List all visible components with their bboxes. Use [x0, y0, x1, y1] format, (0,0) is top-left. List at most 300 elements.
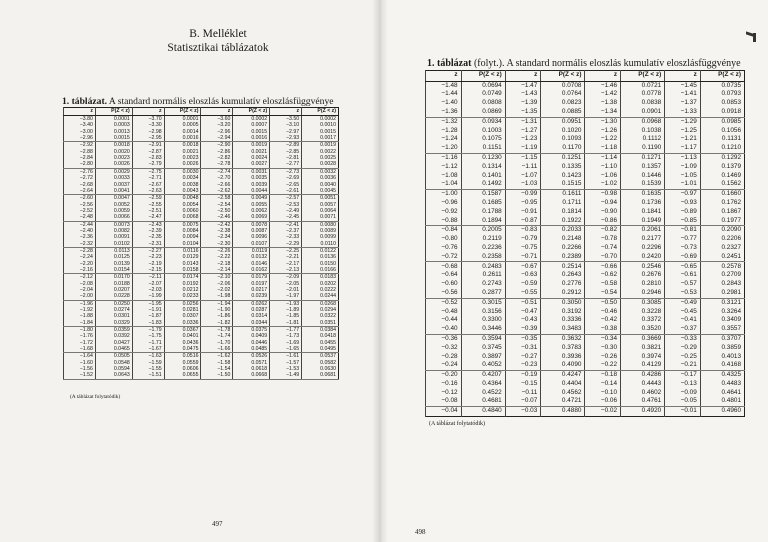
probability-cell: 0.0985 — [700, 117, 744, 126]
z-value-cell: −2.48 — [64, 214, 96, 221]
probability-cell: 0.0217 — [233, 287, 270, 293]
probability-cell: 0.1112 — [621, 135, 665, 144]
z-value-cell: −1.30 — [585, 117, 621, 126]
table-row — [64, 247, 339, 254]
probability-cell: 0.0183 — [302, 274, 339, 281]
z-value-cell: −2.82 — [201, 155, 233, 161]
z-value-cell: −0.85 — [665, 216, 701, 225]
z-value-cell: −2.47 — [132, 214, 164, 221]
z-value-cell: −0.42 — [585, 316, 621, 325]
z-value-cell: −2.74 — [201, 168, 233, 175]
probability-cell: 0.0301 — [95, 313, 132, 319]
z-value-cell: −2.32 — [64, 241, 96, 248]
probability-cell: 0.0045 — [302, 188, 339, 195]
probability-cell: 0.0032 — [302, 168, 339, 175]
probability-cell: 0.0307 — [164, 313, 201, 319]
probability-cell: 0.0793 — [700, 90, 744, 99]
z-value-cell: −2.81 — [270, 155, 302, 161]
z-value-cell: −2.08 — [64, 281, 96, 287]
z-value-cell: −1.66 — [201, 346, 233, 353]
z-value-cell: −0.23 — [505, 361, 541, 370]
probability-cell: 0.0336 — [164, 320, 201, 327]
probability-cell: 0.0087 — [233, 228, 270, 234]
probability-cell: 0.0016 — [233, 135, 270, 142]
z-value-cell: −1.51 — [132, 372, 164, 379]
probability-cell: 0.1922 — [541, 216, 585, 225]
z-value-cell: −2.31 — [132, 241, 164, 248]
z-value-cell: −0.28 — [426, 352, 462, 361]
z-value-cell: −1.29 — [665, 117, 701, 126]
probability-cell: 0.0655 — [164, 372, 201, 379]
probability-cell: 0.1711 — [541, 199, 585, 208]
probability-cell: 0.2033 — [541, 226, 585, 235]
probability-cell: 0.0250 — [95, 300, 132, 307]
probability-cell: 0.3897 — [461, 352, 505, 361]
z-value-cell: −2.86 — [201, 149, 233, 155]
z-value-cell: −2.92 — [64, 142, 96, 149]
table-row — [426, 126, 745, 135]
probability-cell: 0.2578 — [700, 262, 744, 271]
table-row — [426, 226, 745, 235]
column-header-probability: P(Z < z) — [621, 71, 665, 82]
probability-cell: 0.0113 — [95, 247, 132, 254]
probability-cell: 0.0096 — [233, 234, 270, 240]
probability-cell: 0.0548 — [95, 360, 132, 366]
probability-cell: 0.0107 — [233, 241, 270, 248]
probability-cell: 0.4090 — [541, 361, 585, 370]
table-row — [426, 344, 745, 353]
probability-cell: 0.3085 — [621, 298, 665, 307]
z-value-cell: −1.34 — [585, 108, 621, 117]
z-value-cell: −2.25 — [270, 247, 302, 254]
probability-cell: 0.0099 — [302, 234, 339, 240]
z-value-cell: −2.70 — [201, 175, 233, 181]
probability-cell: 0.3594 — [461, 334, 505, 343]
z-value-cell: −2.09 — [270, 274, 302, 281]
probability-cell: 0.0089 — [302, 228, 339, 234]
probability-cell: 0.0749 — [461, 90, 505, 99]
z-value-cell: −2.03 — [132, 287, 164, 293]
z-value-cell: −0.56 — [426, 289, 462, 298]
probability-cell: 0.0017 — [302, 135, 339, 142]
z-value-cell: −1.31 — [505, 117, 541, 126]
table-row — [64, 327, 339, 334]
probability-cell: 0.0537 — [302, 353, 339, 360]
z-value-cell: −1.01 — [665, 180, 701, 189]
z-value-cell: −2.51 — [132, 208, 164, 214]
probability-cell: 0.3821 — [621, 344, 665, 353]
z-value-cell: −0.32 — [426, 344, 462, 353]
probability-cell: 0.0021 — [164, 149, 201, 155]
probability-cell: 0.4920 — [621, 407, 665, 417]
z-value-cell: −1.43 — [505, 90, 541, 99]
probability-cell: 0.4052 — [461, 361, 505, 370]
z-value-cell: −2.63 — [132, 188, 164, 195]
probability-cell: 0.0023 — [95, 155, 132, 161]
z-value-cell: −1.73 — [270, 333, 302, 339]
probability-cell: 0.1093 — [541, 135, 585, 144]
probability-cell: 0.2061 — [621, 226, 665, 235]
z-value-cell: −2.89 — [270, 142, 302, 149]
probability-cell: 0.1469 — [700, 171, 744, 180]
probability-cell: 0.0418 — [302, 333, 339, 339]
z-value-cell: −0.92 — [426, 208, 462, 217]
z-value-cell: −2.40 — [64, 228, 96, 234]
z-value-cell: −2.14 — [201, 267, 233, 274]
probability-cell: 0.3446 — [461, 325, 505, 334]
z-value-cell: −2.65 — [270, 181, 302, 187]
probability-cell: 0.2877 — [461, 289, 505, 298]
probability-cell: 0.1867 — [700, 208, 744, 217]
probability-cell: 0.0129 — [164, 254, 201, 260]
z-value-cell: −1.84 — [64, 320, 96, 327]
table-row — [64, 346, 339, 353]
table-row — [426, 407, 745, 417]
probability-cell: 0.0427 — [95, 340, 132, 346]
table-row — [426, 199, 745, 208]
probability-cell: 0.0869 — [461, 108, 505, 117]
probability-cell: 0.0708 — [541, 81, 585, 90]
table-row — [64, 372, 339, 379]
z-value-cell: −1.47 — [505, 81, 541, 90]
probability-cell: 0.0174 — [164, 274, 201, 281]
z-value-cell: −2.96 — [64, 135, 96, 142]
z-value-cell: −2.97 — [270, 129, 302, 135]
column-header-z: z — [64, 108, 96, 116]
left-continued-note: (A táblázat folytatódik) — [70, 394, 121, 400]
z-value-cell: −0.03 — [505, 407, 541, 417]
probability-cell: 0.4960 — [700, 407, 744, 417]
z-value-cell: −0.53 — [665, 289, 701, 298]
probability-cell: 0.1210 — [700, 144, 744, 153]
probability-cell: 0.0023 — [164, 155, 201, 161]
probability-cell: 0.1314 — [461, 163, 505, 172]
probability-cell: 0.0059 — [95, 208, 132, 214]
probability-cell: 0.0030 — [164, 168, 201, 175]
probability-cell: 0.0808 — [461, 99, 505, 108]
z-value-cell: −0.55 — [505, 289, 541, 298]
table-row — [426, 135, 745, 144]
z-value-cell: −0.11 — [505, 389, 541, 398]
probability-cell: 0.0001 — [164, 116, 201, 123]
z-value-cell: −1.45 — [665, 81, 701, 90]
probability-cell: 0.1736 — [621, 199, 665, 208]
z-value-cell: −1.59 — [132, 360, 164, 366]
probability-cell: 0.0694 — [461, 81, 505, 90]
z-value-cell: −1.22 — [585, 135, 621, 144]
left-table-header-row — [64, 108, 339, 116]
probability-cell: 0.0062 — [233, 208, 270, 214]
z-value-cell: −3.30 — [132, 122, 164, 128]
z-value-cell: −1.88 — [64, 313, 96, 319]
probability-cell: 0.3300 — [461, 316, 505, 325]
z-value-cell: −2.98 — [132, 129, 164, 135]
z-value-cell: −0.20 — [426, 371, 462, 380]
table-row — [426, 244, 745, 253]
probability-cell: 0.0207 — [95, 287, 132, 293]
probability-cell: 0.0222 — [302, 287, 339, 293]
z-value-cell: −2.44 — [64, 221, 96, 228]
z-value-cell: −2.62 — [201, 188, 233, 195]
z-value-cell: −2.56 — [64, 201, 96, 207]
z-value-cell: −1.44 — [426, 90, 462, 99]
z-value-cell: −2.80 — [64, 161, 96, 168]
z-value-cell: −2.41 — [270, 221, 302, 228]
z-value-cell: −1.16 — [426, 153, 462, 162]
probability-cell: 0.2266 — [541, 244, 585, 253]
probability-cell: 0.1335 — [541, 163, 585, 172]
z-value-cell: −0.15 — [505, 380, 541, 389]
z-value-cell: −2.37 — [270, 228, 302, 234]
probability-cell: 0.4880 — [541, 407, 585, 417]
z-value-cell: −2.91 — [132, 142, 164, 149]
z-value-cell: −0.41 — [665, 316, 701, 325]
probability-cell: 0.0401 — [164, 333, 201, 339]
probability-cell: 0.0446 — [233, 340, 270, 346]
z-value-cell: −1.39 — [505, 99, 541, 108]
z-value-cell: −1.33 — [665, 108, 701, 117]
probability-cell: 0.4840 — [461, 407, 505, 417]
probability-cell: 0.2912 — [541, 289, 585, 298]
z-value-cell: −1.42 — [585, 90, 621, 99]
probability-cell: 0.0038 — [164, 181, 201, 187]
right-table-title-number: 1. táblázat — [427, 58, 472, 69]
z-value-cell: −2.95 — [132, 135, 164, 142]
table-row — [426, 325, 745, 334]
z-value-cell: −1.98 — [201, 293, 233, 300]
z-value-cell: −1.09 — [665, 163, 701, 172]
table-row — [426, 380, 745, 389]
z-value-cell: −2.68 — [64, 181, 96, 187]
table-row — [426, 163, 745, 172]
probability-cell: 0.0027 — [233, 161, 270, 168]
z-value-cell: −2.79 — [132, 161, 164, 168]
column-header-probability: P(Z < z) — [302, 108, 339, 116]
probability-cell: 0.1611 — [541, 190, 585, 199]
probability-cell: 0.0526 — [233, 353, 270, 360]
probability-cell: 0.0003 — [95, 122, 132, 128]
z-value-cell: −1.52 — [64, 372, 96, 379]
probability-cell: 0.2743 — [461, 280, 505, 289]
probability-cell: 0.0091 — [95, 234, 132, 240]
z-value-cell: −2.60 — [64, 195, 96, 202]
z-value-cell: −0.46 — [585, 307, 621, 316]
probability-cell: 0.0582 — [302, 360, 339, 366]
z-value-cell: −1.26 — [585, 126, 621, 135]
z-value-cell: −2.96 — [201, 129, 233, 135]
z-value-cell: −0.70 — [585, 253, 621, 262]
z-value-cell: −1.19 — [505, 144, 541, 153]
table-row — [426, 352, 745, 361]
probability-cell: 0.0094 — [164, 234, 201, 240]
z-value-cell: −1.53 — [270, 366, 302, 372]
z-value-cell: −0.57 — [665, 280, 701, 289]
probability-cell: 0.0031 — [233, 168, 270, 175]
probability-cell: 0.0132 — [233, 254, 270, 260]
table-row — [426, 307, 745, 316]
probability-cell: 0.2776 — [541, 280, 585, 289]
z-value-cell: −2.83 — [132, 155, 164, 161]
z-value-cell: −1.55 — [132, 366, 164, 372]
table-row — [426, 389, 745, 398]
probability-cell: 0.0071 — [302, 214, 339, 221]
probability-cell: 0.0057 — [302, 201, 339, 207]
probability-cell: 0.3372 — [621, 316, 665, 325]
z-value-cell: −1.79 — [132, 327, 164, 334]
probability-cell: 0.1075 — [461, 135, 505, 144]
table-row — [64, 320, 339, 327]
probability-cell: 0.0037 — [95, 181, 132, 187]
column-header-z: z — [132, 108, 164, 116]
left-page-number: 497 — [212, 520, 223, 528]
probability-cell: 0.1379 — [700, 163, 744, 172]
left-table-title — [62, 96, 334, 107]
z-value-cell: −1.54 — [201, 366, 233, 372]
probability-cell: 0.0047 — [95, 195, 132, 202]
z-value-cell: −2.61 — [270, 188, 302, 195]
table-row — [426, 90, 745, 99]
table-row — [64, 353, 339, 360]
probability-cell: 0.3015 — [461, 298, 505, 307]
z-value-cell: −3.10 — [270, 122, 302, 128]
z-value-cell: −1.62 — [201, 353, 233, 360]
probability-cell: 0.0516 — [164, 353, 201, 360]
probability-cell: 0.0139 — [95, 261, 132, 267]
z-value-cell: −1.80 — [64, 327, 96, 334]
probability-cell: 0.0068 — [164, 214, 201, 221]
z-value-cell: −0.69 — [665, 253, 701, 262]
column-header-probability: P(Z < z) — [95, 108, 132, 116]
probability-cell: 0.0681 — [302, 372, 339, 379]
probability-cell: 0.0084 — [164, 228, 201, 234]
chapter-label: B. Melléklet — [189, 28, 247, 40]
probability-cell: 0.0901 — [621, 108, 665, 117]
probability-cell: 0.0136 — [302, 254, 339, 260]
z-value-cell: −2.05 — [270, 281, 302, 287]
z-value-cell: −2.90 — [201, 142, 233, 149]
z-value-cell: −1.87 — [132, 313, 164, 319]
z-value-cell: −3.80 — [64, 116, 96, 123]
table-row — [426, 298, 745, 307]
table-row — [64, 214, 339, 221]
table-row — [426, 99, 745, 108]
table-row — [426, 289, 745, 298]
z-value-cell: −0.02 — [585, 407, 621, 417]
probability-cell: 0.0015 — [302, 129, 339, 135]
probability-cell: 0.3264 — [700, 307, 744, 316]
z-value-cell: −0.79 — [505, 235, 541, 244]
z-value-cell: −1.37 — [665, 99, 701, 108]
z-value-cell: −2.88 — [64, 149, 96, 155]
z-value-cell: −1.92 — [64, 307, 96, 313]
column-header-z: z — [585, 71, 621, 82]
probability-cell: 0.0033 — [95, 175, 132, 181]
table-row — [426, 334, 745, 343]
probability-cell: 0.0014 — [164, 129, 201, 135]
z-value-cell: −0.66 — [585, 262, 621, 271]
z-value-cell: −1.25 — [665, 126, 701, 135]
column-header-probability: P(Z < z) — [233, 108, 270, 116]
probability-cell: 0.1446 — [621, 171, 665, 180]
z-value-cell: −2.20 — [64, 261, 96, 267]
z-value-cell: −2.94 — [201, 135, 233, 142]
probability-cell: 0.0274 — [95, 307, 132, 313]
z-value-cell: −1.57 — [270, 360, 302, 366]
z-value-cell: −2.36 — [64, 234, 96, 240]
table-row — [426, 208, 745, 217]
probability-cell: 0.1685 — [461, 199, 505, 208]
table-row — [64, 161, 339, 168]
probability-cell: 0.4013 — [700, 352, 744, 361]
table-row — [426, 153, 745, 162]
probability-cell: 0.0329 — [95, 320, 132, 327]
column-header-z: z — [665, 71, 701, 82]
z-value-cell: −0.30 — [585, 344, 621, 353]
z-value-cell: −1.65 — [270, 346, 302, 353]
z-value-cell: −2.49 — [270, 208, 302, 214]
probability-cell: 0.2389 — [541, 253, 585, 262]
probability-cell: 0.1170 — [541, 144, 585, 153]
z-value-cell: −1.07 — [505, 171, 541, 180]
probability-cell: 0.0005 — [164, 122, 201, 128]
probability-cell: 0.0013 — [95, 129, 132, 135]
z-value-cell: −2.23 — [132, 254, 164, 260]
probability-cell: 0.0028 — [302, 161, 339, 168]
z-value-cell: −2.33 — [270, 234, 302, 240]
probability-cell: 0.0166 — [302, 267, 339, 274]
z-value-cell: −1.27 — [505, 126, 541, 135]
z-value-cell: −3.60 — [201, 116, 233, 123]
probability-cell: 0.2546 — [621, 262, 665, 271]
z-value-cell: −2.38 — [201, 228, 233, 234]
column-header-probability: P(Z < z) — [700, 71, 744, 82]
probability-cell: 0.2611 — [461, 271, 505, 280]
probability-cell: 0.2327 — [700, 244, 744, 253]
z-value-cell: −1.10 — [585, 163, 621, 172]
probability-cell: 0.0049 — [233, 195, 270, 202]
probability-cell: 0.4443 — [621, 380, 665, 389]
z-value-cell: −1.36 — [426, 108, 462, 117]
z-value-cell: −0.05 — [665, 397, 701, 406]
probability-cell: 0.0022 — [302, 149, 339, 155]
probability-cell: 0.2643 — [541, 271, 585, 280]
z-value-cell: −1.50 — [201, 372, 233, 379]
z-value-cell: −0.45 — [665, 307, 701, 316]
z-value-cell: −1.86 — [201, 313, 233, 319]
z-value-cell: −1.91 — [132, 307, 164, 313]
column-header-z: z — [201, 108, 233, 116]
z-value-cell: −0.87 — [505, 216, 541, 225]
z-value-cell: −0.83 — [505, 226, 541, 235]
z-value-cell: −1.89 — [270, 307, 302, 313]
probability-cell: 0.0125 — [95, 254, 132, 260]
z-value-cell: −1.63 — [132, 353, 164, 360]
z-value-cell: −0.64 — [426, 271, 462, 280]
chapter-title: Statisztikai táblázatok — [167, 42, 269, 54]
probability-cell: 0.0051 — [302, 195, 339, 202]
probability-cell: 0.0495 — [302, 346, 339, 353]
z-value-cell: −1.67 — [132, 346, 164, 353]
probability-cell: 0.0019 — [302, 142, 339, 149]
z-value-cell: −3.20 — [201, 122, 233, 128]
z-value-cell: −0.34 — [585, 334, 621, 343]
z-value-cell: −0.16 — [426, 380, 462, 389]
probability-cell: 0.0055 — [233, 201, 270, 207]
probability-cell: 0.0375 — [233, 327, 270, 334]
column-header-z: z — [270, 108, 302, 116]
probability-cell: 0.0075 — [164, 221, 201, 228]
z-value-cell: −2.39 — [132, 228, 164, 234]
